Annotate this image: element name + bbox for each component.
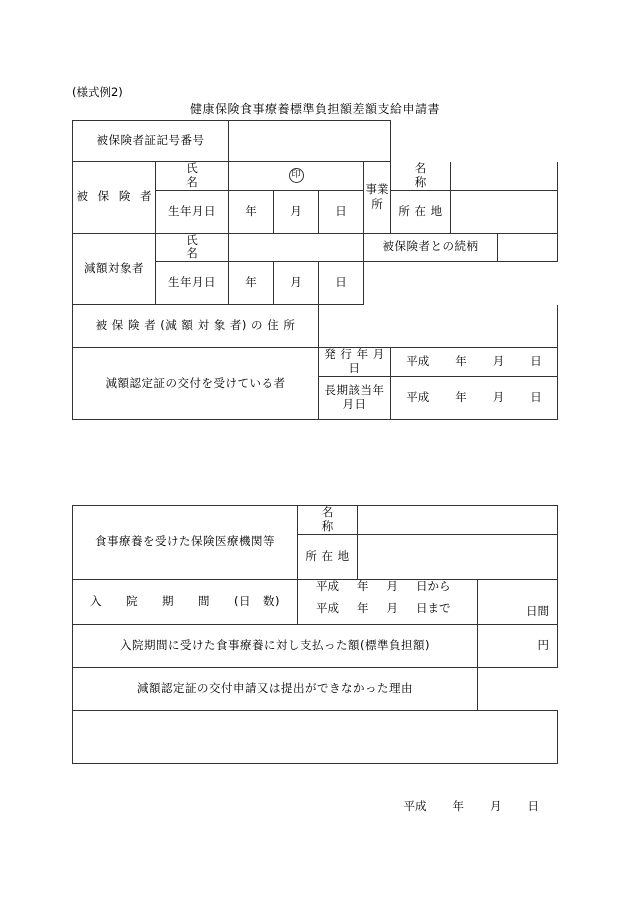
issue-date-value[interactable] xyxy=(391,348,558,377)
target-birth-month-cell[interactable]: 月 xyxy=(274,262,319,305)
office-label: 事業所 xyxy=(364,162,391,234)
year-label: 年 xyxy=(455,389,467,404)
days-unit-label: 日間 xyxy=(478,579,558,625)
medical-institution-label: 食事療養を受けた保険医療機関等 xyxy=(73,506,298,580)
birth-month-cell[interactable]: 月 xyxy=(274,190,319,233)
longterm-date-label: 長期該当年月日 xyxy=(319,376,391,419)
month-label: 月 xyxy=(386,600,398,615)
footer-date-line xyxy=(72,798,557,814)
form-example-label: (様式例2) xyxy=(72,85,123,99)
table-row xyxy=(73,579,558,593)
table-row xyxy=(73,625,558,668)
footer-month-label: 月 xyxy=(490,799,502,813)
office-name-label: 名 称 xyxy=(391,162,451,191)
year-label: 年 xyxy=(357,578,369,593)
yen-unit-label: 円 xyxy=(537,638,549,653)
target-birth-day-cell[interactable]: 日 xyxy=(319,262,364,305)
name-label: 氏 名 xyxy=(156,162,229,191)
month-label: 月 xyxy=(492,354,505,369)
target-birth-year-cell[interactable]: 年 xyxy=(229,262,274,305)
table-row xyxy=(73,233,558,262)
insured-info-table xyxy=(72,120,558,420)
birth-year-cell[interactable]: 年 xyxy=(229,190,274,233)
month-label: 月 xyxy=(492,389,505,404)
reason-label: 減額認定証の交付申請又は提出ができなかった理由 xyxy=(73,668,478,711)
day-label: 日 xyxy=(530,389,542,404)
longterm-date-value[interactable] xyxy=(391,376,558,419)
period-to-value[interactable] xyxy=(298,593,478,625)
relation-label: 被保険者との続柄 xyxy=(364,233,498,262)
insured-cert-number-value[interactable] xyxy=(229,121,391,162)
period-from-value[interactable] xyxy=(298,579,478,593)
paid-amount-label: 入院期間に受けた食事療養に対し支払った額(標準負担額) xyxy=(73,625,478,668)
day-label: 日から xyxy=(416,578,451,593)
page-title: 健康保険食事療養標準負担額差額支給申請書 xyxy=(189,102,440,116)
footer-year-label: 年 xyxy=(452,799,464,813)
birthdate-label: 生年月日 xyxy=(156,262,229,305)
institution-address-label: 所 在 地 xyxy=(298,534,358,579)
institution-name-value[interactable] xyxy=(358,506,558,535)
birthdate-label: 生年月日 xyxy=(156,190,229,233)
office-address-value[interactable] xyxy=(451,190,558,233)
reduction-target-name-value[interactable] xyxy=(229,233,364,262)
insured-address-value[interactable] xyxy=(319,305,558,348)
office-address-label: 所 在 地 xyxy=(391,190,451,233)
footer-era-label: 平成 xyxy=(403,799,427,813)
day-label: 日まで xyxy=(416,600,451,615)
relation-value[interactable] xyxy=(498,233,558,262)
issue-date-label: 発 行 年 月 日 xyxy=(319,348,391,377)
table-row xyxy=(73,121,558,162)
insured-label: 被 保 険 者 xyxy=(73,162,156,234)
reduction-target-label: 減額対象者 xyxy=(73,233,156,305)
seal-icon: 印 xyxy=(289,168,304,183)
table-row xyxy=(73,305,558,348)
name-label: 氏 名 xyxy=(156,233,229,262)
birth-day-cell[interactable]: 日 xyxy=(319,190,364,233)
paid-amount-value[interactable] xyxy=(478,625,558,668)
month-label: 月 xyxy=(386,578,398,593)
insured-address-label: 被 保 険 者 (減 額 対 象 者) の 住 所 xyxy=(73,305,319,348)
reason-value[interactable] xyxy=(73,711,558,764)
era-label: 平成 xyxy=(406,354,430,369)
era-label: 平成 xyxy=(406,389,430,404)
table-row xyxy=(73,348,558,377)
office-name-value[interactable] xyxy=(451,162,558,191)
institution-name-label: 名 称 xyxy=(298,506,358,535)
hospitalization-period-label: 入 院 期 間 (日 数) xyxy=(73,579,298,625)
table-row xyxy=(73,162,558,191)
era-label: 平成 xyxy=(316,578,339,593)
table-row xyxy=(73,711,558,764)
era-label: 平成 xyxy=(316,600,339,615)
meal-treatment-table xyxy=(72,505,558,764)
insured-name-value[interactable] xyxy=(229,162,364,191)
day-label: 日 xyxy=(530,354,542,369)
table-row xyxy=(73,668,558,711)
footer-day-label: 日 xyxy=(527,799,539,813)
year-label: 年 xyxy=(455,354,467,369)
insured-cert-number-label: 被保険者証記号番号 xyxy=(73,121,229,162)
institution-address-value[interactable] xyxy=(358,534,558,579)
table-row xyxy=(73,506,558,535)
year-label: 年 xyxy=(357,600,369,615)
spacer-cell xyxy=(364,262,558,305)
cert-holder-label: 減額認定証の交付を受けている者 xyxy=(73,348,319,420)
spacer-cell xyxy=(478,668,558,711)
spacer-cell xyxy=(391,121,558,162)
